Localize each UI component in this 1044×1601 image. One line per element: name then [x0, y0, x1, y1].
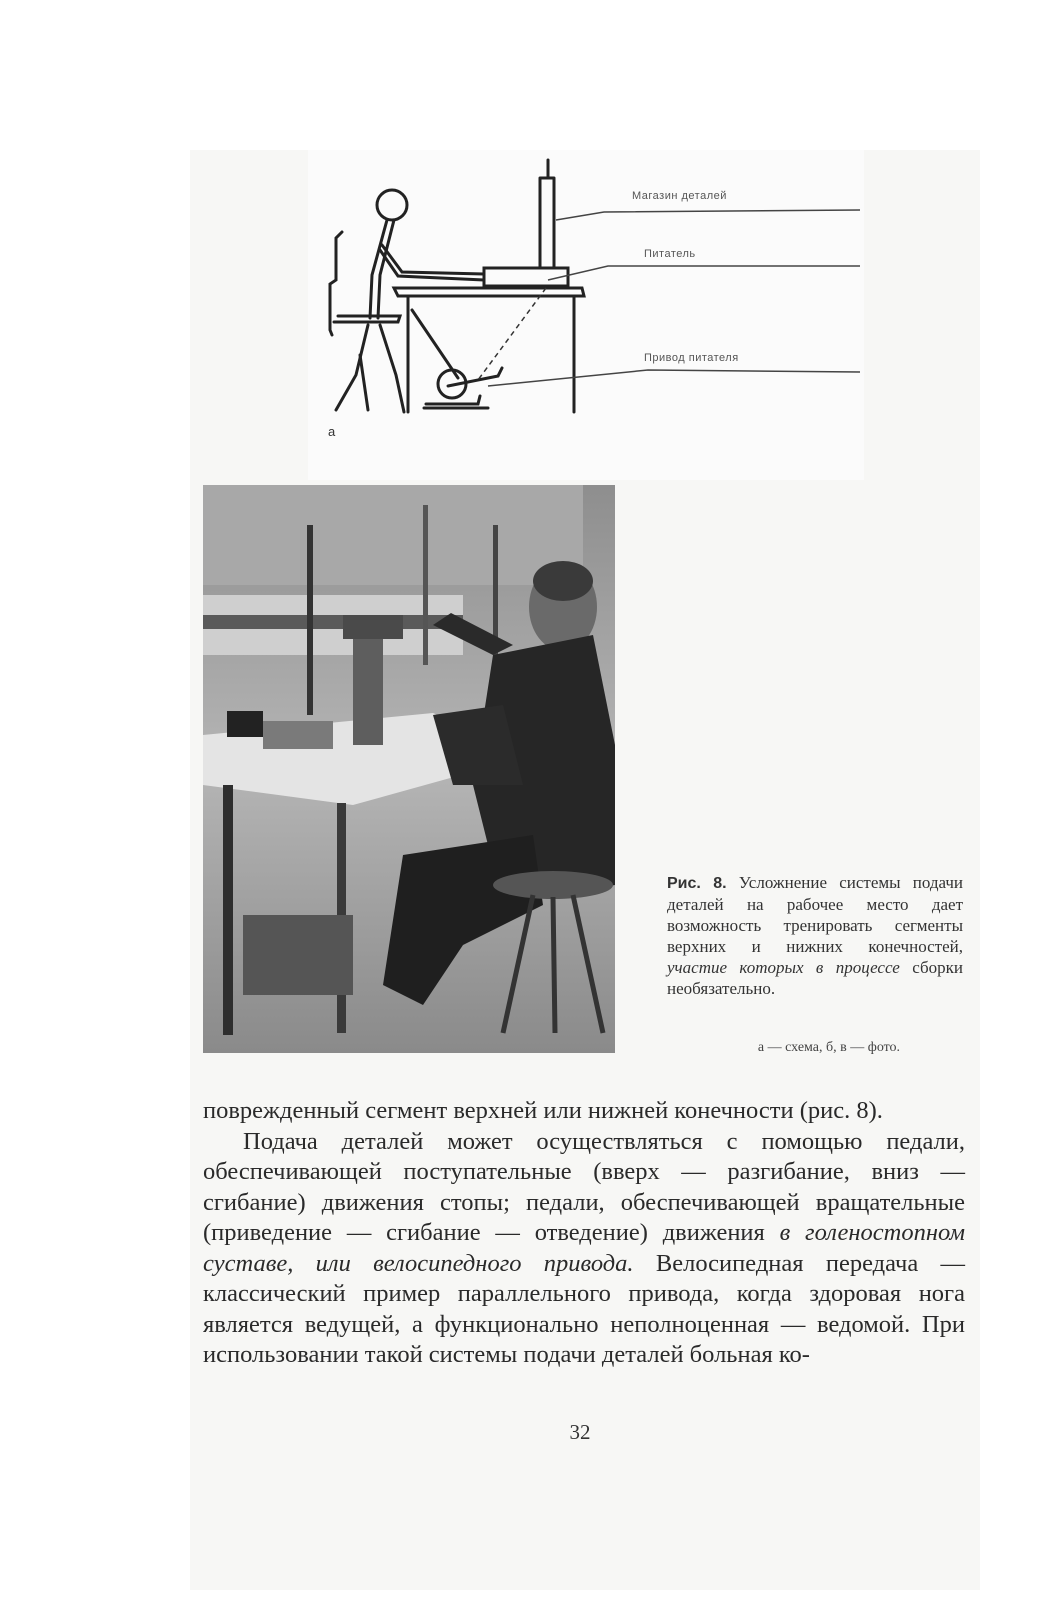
caption-label: Рис. 8. — [667, 875, 727, 892]
paragraph-2-italic: в голеностопном суставе, или велосипедного привода. — [203, 1219, 965, 1277]
leg-support — [360, 355, 368, 410]
caption-subtitle: а — схема, б, в — фото. — [757, 1040, 901, 1055]
leader-line-magazine — [556, 210, 860, 220]
table-top — [394, 288, 584, 296]
machine-head — [343, 615, 403, 639]
paragraph-2-part-a: Подача деталей может осуществляться с помощью педали, обеспечивающей поступательные (вверх — разгибание, вниз — сгибание) движения стопы; педали, обеспечивающей вращательные (приведение — сгибание — отведение) движения — [203, 1127, 965, 1246]
box-on-table — [263, 721, 333, 749]
leader-line-feeder — [548, 266, 860, 280]
dark-item — [227, 711, 263, 737]
leader-line-drive — [488, 370, 860, 386]
paragraph-1: поврежденный сегмент верхней или нижней конечности (рис. 8). — [203, 1097, 883, 1124]
paragraph-2 — [203, 1127, 965, 1371]
bg-window — [203, 485, 583, 585]
workstation-photo — [203, 485, 615, 1053]
label-feeder: Питатель — [644, 248, 696, 260]
photo-table-leg-1 — [223, 785, 233, 1035]
label-feeder-drive: Привод питателя — [644, 352, 739, 364]
drive-transmission-dashed — [478, 288, 546, 380]
feeder-box — [484, 268, 568, 286]
caption-text: Усложнение системы подачи деталей на рабочее место дает возможность тренировать сегменты верхних и нижних конечностей, — [667, 873, 964, 956]
rod-2 — [423, 505, 428, 665]
person-head — [377, 190, 407, 220]
chair-back — [330, 232, 342, 335]
person-arm-2 — [382, 245, 484, 274]
panel-a-letter: а — [328, 424, 336, 439]
rod-1 — [307, 525, 313, 715]
paragraph-2-part-b: Велосипедная передача — классический пример параллельного привода, когда здоровая нога является ведущей, а функционально неполноценная — ведомой. При использовании такой системы подачи деталей больная ко- — [203, 1249, 965, 1368]
page-number: 32 — [569, 1420, 591, 1444]
person-leg-right — [380, 325, 404, 412]
workstation-schema-diagram — [308, 150, 864, 480]
chair-seat — [334, 316, 400, 322]
caption-text-end: сборки необязательно. — [667, 958, 964, 998]
figure-caption — [667, 872, 963, 999]
caption-italic: участие которых в процессе — [667, 958, 900, 977]
drive-leg-link — [412, 310, 458, 378]
person-hair — [533, 561, 593, 601]
machine-body — [353, 635, 383, 745]
body-text — [203, 1096, 965, 1371]
stool-seat — [493, 871, 613, 899]
pedal-area — [243, 915, 353, 995]
label-magazine: Магазин деталей — [632, 190, 727, 202]
magazine-column — [540, 178, 554, 268]
